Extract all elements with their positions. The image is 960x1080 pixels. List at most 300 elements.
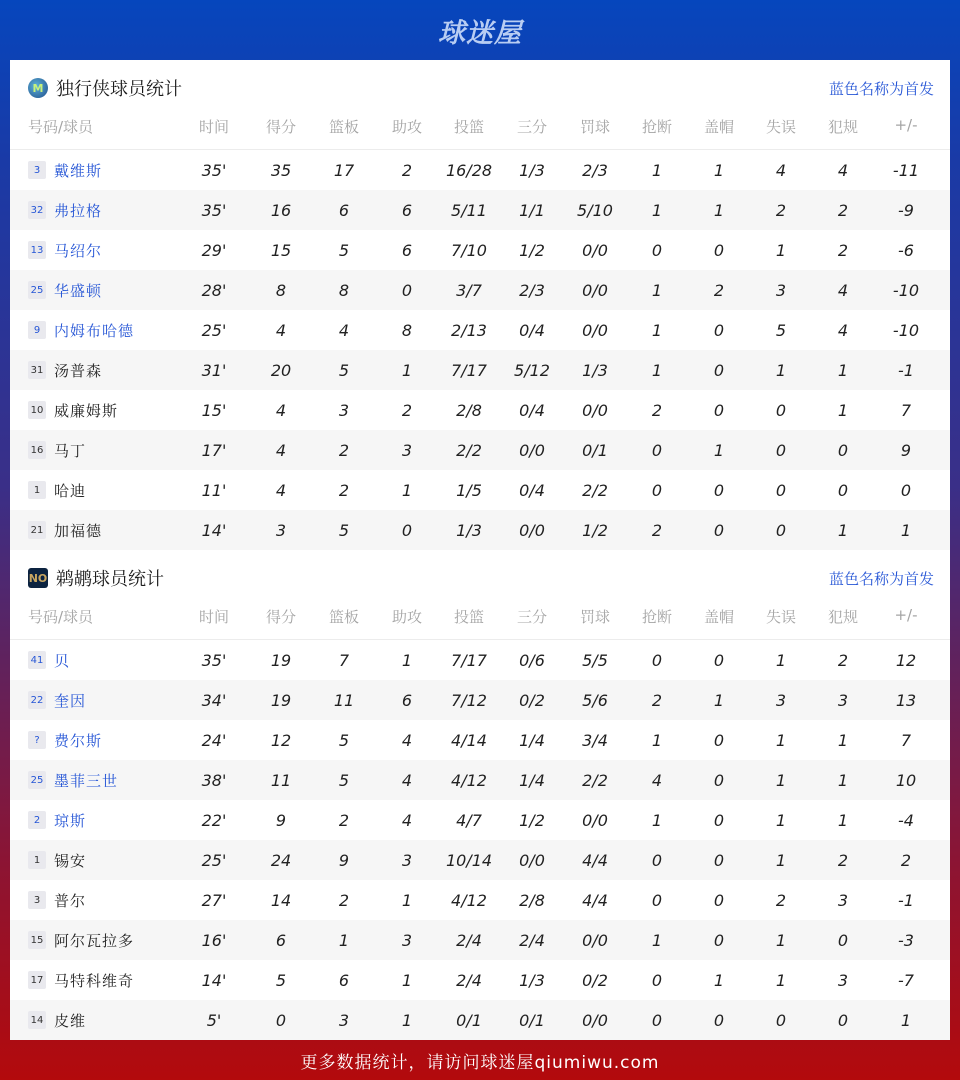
column-header-steals: 抢断 <box>641 118 672 136</box>
stat-blocks: 0 <box>713 770 725 790</box>
player-cell <box>10 400 178 421</box>
stat-turnovers: 0 <box>775 1010 787 1030</box>
player-row[interactable] <box>10 760 950 800</box>
stat-minutes: 25' <box>201 850 227 870</box>
stat-steals: 1 <box>651 280 663 300</box>
stat-blocks: 0 <box>713 320 725 340</box>
pelicans-logo-icon: NO <box>28 568 48 588</box>
stat-blocks: 0 <box>713 360 725 380</box>
stat-rebounds: 5 <box>338 240 350 260</box>
jersey-icon: 14 <box>28 1011 46 1029</box>
player-cell <box>10 1010 178 1031</box>
player-name[interactable]: 华盛顿 <box>54 281 103 300</box>
stat-assists: 2 <box>401 400 413 420</box>
stat-three-pt: 0/6 <box>519 650 545 670</box>
stat-points: 6 <box>275 930 287 950</box>
stat-three-pt: 2/3 <box>519 280 545 300</box>
stat-minutes: 17' <box>201 440 227 460</box>
stat-points: 14 <box>270 890 292 910</box>
player-name[interactable]: 内姆布哈德 <box>54 321 135 340</box>
player-name[interactable]: 威廉姆斯 <box>54 401 119 420</box>
stat-steals: 2 <box>651 520 663 540</box>
player-name[interactable]: 墨菲三世 <box>54 771 119 790</box>
stat-points: 4 <box>275 440 287 460</box>
stat-fouls: 1 <box>837 400 849 420</box>
player-row[interactable] <box>10 680 950 720</box>
stat-fouls: 4 <box>837 160 849 180</box>
stat-fg: 4/7 <box>456 810 482 830</box>
stat-plus-minus: 9 <box>900 440 912 460</box>
stat-blocks: 0 <box>713 240 725 260</box>
stat-plus-minus: -4 <box>898 810 914 830</box>
stat-blocks: 1 <box>713 970 725 990</box>
player-name[interactable]: 贝 <box>54 651 71 670</box>
stat-steals: 2 <box>651 690 663 710</box>
stat-assists: 3 <box>401 850 413 870</box>
stat-steals: 1 <box>651 730 663 750</box>
stat-blocks: 1 <box>713 690 725 710</box>
stat-rebounds: 5 <box>338 520 350 540</box>
team-section-header <box>10 550 950 606</box>
stat-ft: 3/4 <box>582 730 608 750</box>
stat-fg: 10/14 <box>445 850 493 870</box>
stat-steals: 0 <box>651 850 663 870</box>
stat-turnovers: 1 <box>775 810 787 830</box>
stat-points: 9 <box>275 810 287 830</box>
team-name: 鹈鹕球员统计 <box>56 569 164 590</box>
stat-fouls: 1 <box>837 520 849 540</box>
stat-fouls: 1 <box>837 810 849 830</box>
column-header-ft: 罚球 <box>579 608 610 626</box>
player-cell <box>10 970 178 991</box>
team-section <box>10 60 950 550</box>
player-row[interactable] <box>10 640 950 680</box>
player-name[interactable]: 马绍尔 <box>54 241 103 260</box>
player-cell <box>10 890 178 911</box>
stat-plus-minus: 7 <box>900 730 912 750</box>
stat-three-pt: 1/4 <box>519 770 545 790</box>
mavericks-logo-icon: M <box>28 78 48 98</box>
stat-assists: 6 <box>401 690 413 710</box>
player-row[interactable] <box>10 270 950 310</box>
stat-rebounds: 9 <box>338 850 350 870</box>
jersey-icon: 10 <box>28 401 46 419</box>
stat-steals: 1 <box>651 320 663 340</box>
stat-fg: 2/2 <box>456 440 482 460</box>
stat-turnovers: 1 <box>775 970 787 990</box>
column-header-player: 号码/球员 <box>28 118 94 136</box>
jersey-icon: 16 <box>28 441 46 459</box>
stat-minutes: 35' <box>201 650 227 670</box>
stat-steals: 0 <box>651 890 663 910</box>
stat-steals: 2 <box>651 400 663 420</box>
stat-points: 8 <box>275 280 287 300</box>
stat-plus-minus: 1 <box>900 520 912 540</box>
player-row[interactable] <box>10 720 950 760</box>
stat-points: 4 <box>275 400 287 420</box>
player-cell <box>10 360 178 381</box>
stat-fouls: 2 <box>837 650 849 670</box>
column-header-turnovers: 失误 <box>765 608 796 626</box>
player-name[interactable]: 普尔 <box>54 891 87 910</box>
player-name[interactable]: 阿尔瓦拉多 <box>54 931 135 950</box>
player-row[interactable] <box>10 150 950 190</box>
stat-rebounds: 11 <box>333 690 355 710</box>
stat-blocks: 1 <box>713 200 725 220</box>
stat-points: 4 <box>275 320 287 340</box>
stat-fg: 7/17 <box>451 650 487 670</box>
stat-turnovers: 2 <box>775 890 787 910</box>
jersey-icon: 3 <box>28 891 46 909</box>
jersey-icon: 32 <box>28 201 46 219</box>
stat-three-pt: 0/4 <box>519 320 545 340</box>
stat-fg: 5/11 <box>451 200 487 220</box>
jersey-icon: 17 <box>28 971 46 989</box>
stat-ft: 0/2 <box>582 970 608 990</box>
column-header-assists: 助攻 <box>391 118 422 136</box>
stat-plus-minus: -7 <box>898 970 914 990</box>
stat-plus-minus: 2 <box>900 850 912 870</box>
stat-fouls: 0 <box>837 440 849 460</box>
column-header-fouls: 犯规 <box>827 118 858 136</box>
site-header <box>0 0 960 60</box>
footer-banner[interactable] <box>0 1040 960 1080</box>
stat-turnovers: 1 <box>775 930 787 950</box>
stat-assists: 3 <box>401 930 413 950</box>
stat-ft: 2/3 <box>582 160 608 180</box>
stat-points: 20 <box>270 360 292 380</box>
stat-steals: 1 <box>651 930 663 950</box>
player-row[interactable] <box>10 230 950 270</box>
stat-minutes: 16' <box>201 930 227 950</box>
stat-points: 5 <box>275 970 287 990</box>
stat-assists: 3 <box>401 440 413 460</box>
stat-three-pt: 0/4 <box>519 400 545 420</box>
stat-points: 0 <box>275 1010 287 1030</box>
stat-fg: 3/7 <box>456 280 482 300</box>
stat-plus-minus: -10 <box>892 320 920 340</box>
stat-fouls: 3 <box>837 970 849 990</box>
player-row[interactable] <box>10 1000 950 1040</box>
column-header-rebounds: 篮板 <box>328 608 359 626</box>
jersey-icon: 41 <box>28 651 46 669</box>
stat-ft: 0/0 <box>582 1010 608 1030</box>
stat-turnovers: 3 <box>775 690 787 710</box>
stat-fg: 2/4 <box>456 970 482 990</box>
player-cell <box>10 930 178 951</box>
stat-assists: 6 <box>401 200 413 220</box>
stat-fouls: 3 <box>837 890 849 910</box>
stat-three-pt: 0/0 <box>519 440 545 460</box>
stat-plus-minus: -3 <box>898 930 914 950</box>
stat-steals: 0 <box>651 480 663 500</box>
jersey-icon: 1 <box>28 851 46 869</box>
stat-fouls: 1 <box>837 360 849 380</box>
stat-fg: 2/8 <box>456 400 482 420</box>
stat-plus-minus: -1 <box>898 360 914 380</box>
player-row[interactable] <box>10 920 950 960</box>
stat-points: 11 <box>270 770 292 790</box>
player-name[interactable]: 费尔斯 <box>54 731 103 750</box>
stat-blocks: 0 <box>713 930 725 950</box>
stat-blocks: 1 <box>713 160 725 180</box>
stat-minutes: 14' <box>201 970 227 990</box>
column-header-points: 得分 <box>265 118 296 136</box>
column-header-ft: 罚球 <box>579 118 610 136</box>
stat-rebounds: 8 <box>338 280 350 300</box>
stat-assists: 1 <box>401 650 413 670</box>
stat-fouls: 0 <box>837 480 849 500</box>
team-section <box>10 550 950 1040</box>
team-name: 独行侠球员统计 <box>56 79 182 100</box>
stat-blocks: 0 <box>713 1010 725 1030</box>
player-row[interactable] <box>10 470 950 510</box>
stat-plus-minus: 12 <box>895 650 917 670</box>
column-header-row <box>10 116 950 150</box>
stat-turnovers: 0 <box>775 520 787 540</box>
stat-turnovers: 5 <box>775 320 787 340</box>
jersey-icon: 22 <box>28 691 46 709</box>
jersey-icon: 21 <box>28 521 46 539</box>
stat-three-pt: 2/8 <box>519 890 545 910</box>
stat-three-pt: 0/4 <box>519 480 545 500</box>
stat-ft: 5/5 <box>582 650 608 670</box>
jersey-icon: 13 <box>28 241 46 259</box>
footer-link-text[interactable]: 更多数据统计，请访问球迷屋qiumiwu.com <box>300 1052 660 1073</box>
stat-three-pt: 0/0 <box>519 850 545 870</box>
player-row[interactable] <box>10 430 950 470</box>
stat-blocks: 0 <box>713 650 725 670</box>
stat-steals: 0 <box>651 970 663 990</box>
stat-assists: 1 <box>401 890 413 910</box>
stat-ft: 0/0 <box>582 280 608 300</box>
stat-fouls: 4 <box>837 280 849 300</box>
stat-points: 12 <box>270 730 292 750</box>
stat-minutes: 35' <box>201 200 227 220</box>
player-name[interactable]: 皮维 <box>54 1011 87 1030</box>
player-row[interactable] <box>10 350 950 390</box>
stat-assists: 1 <box>401 360 413 380</box>
stat-assists: 1 <box>401 1010 413 1030</box>
stat-turnovers: 0 <box>775 480 787 500</box>
stat-three-pt: 0/2 <box>519 690 545 710</box>
stat-turnovers: 2 <box>775 200 787 220</box>
player-cell <box>10 440 178 461</box>
stat-assists: 1 <box>401 480 413 500</box>
stat-three-pt: 1/3 <box>519 160 545 180</box>
starter-legend: 蓝色名称为首发 <box>828 569 934 588</box>
stat-turnovers: 1 <box>775 360 787 380</box>
stat-three-pt: 1/2 <box>519 240 545 260</box>
stat-points: 19 <box>270 690 292 710</box>
stat-blocks: 0 <box>713 520 725 540</box>
stat-ft: 0/0 <box>582 240 608 260</box>
jersey-icon: 9 <box>28 321 46 339</box>
player-name[interactable]: 琼斯 <box>54 811 87 830</box>
stat-assists: 0 <box>401 520 413 540</box>
stat-fg: 2/4 <box>456 930 482 950</box>
stat-assists: 2 <box>401 160 413 180</box>
stat-fg: 7/17 <box>451 360 487 380</box>
stat-blocks: 0 <box>713 850 725 870</box>
stat-plus-minus: -1 <box>898 890 914 910</box>
stat-turnovers: 4 <box>775 160 787 180</box>
stat-steals: 1 <box>651 160 663 180</box>
column-header-fouls: 犯规 <box>827 608 858 626</box>
stat-points: 16 <box>270 200 292 220</box>
stat-plus-minus: 13 <box>895 690 917 710</box>
stat-fouls: 4 <box>837 320 849 340</box>
stat-three-pt: 5/12 <box>514 360 550 380</box>
stat-steals: 0 <box>651 440 663 460</box>
stat-fouls: 2 <box>837 240 849 260</box>
player-cell <box>10 240 178 261</box>
player-cell <box>10 280 178 301</box>
stat-ft: 2/2 <box>582 480 608 500</box>
stat-rebounds: 5 <box>338 770 350 790</box>
stat-three-pt: 0/0 <box>519 520 545 540</box>
stat-points: 4 <box>275 480 287 500</box>
player-row[interactable] <box>10 840 950 880</box>
stat-minutes: 35' <box>201 160 227 180</box>
player-row[interactable] <box>10 800 950 840</box>
stat-points: 35 <box>270 160 292 180</box>
player-row[interactable] <box>10 390 950 430</box>
player-row[interactable] <box>10 190 950 230</box>
player-name[interactable]: 马丁 <box>54 441 87 460</box>
stat-fg: 2/13 <box>451 320 487 340</box>
stat-steals: 0 <box>651 240 663 260</box>
column-header-rebounds: 篮板 <box>328 118 359 136</box>
stat-assists: 6 <box>401 240 413 260</box>
player-name[interactable]: 奎因 <box>54 691 87 710</box>
stat-fouls: 0 <box>837 1010 849 1030</box>
stat-fouls: 2 <box>837 200 849 220</box>
player-cell <box>10 810 178 831</box>
jersey-icon: 3 <box>28 161 46 179</box>
player-name[interactable]: 哈迪 <box>54 481 87 500</box>
stat-rebounds: 2 <box>338 440 350 460</box>
stat-assists: 4 <box>401 730 413 750</box>
player-cell <box>10 160 178 181</box>
stat-steals: 1 <box>651 810 663 830</box>
stat-turnovers: 1 <box>775 650 787 670</box>
stat-assists: 1 <box>401 970 413 990</box>
team-title <box>28 565 164 591</box>
stat-rebounds: 1 <box>338 930 350 950</box>
jersey-icon: 25 <box>28 771 46 789</box>
stat-ft: 0/1 <box>582 440 608 460</box>
player-cell <box>10 850 178 871</box>
stat-plus-minus: -10 <box>892 280 920 300</box>
player-row[interactable] <box>10 510 950 550</box>
column-header-fg: 投篮 <box>453 118 484 136</box>
site-logo: 球迷屋 <box>438 17 522 49</box>
stat-rebounds: 3 <box>338 1010 350 1030</box>
stat-blocks: 0 <box>713 730 725 750</box>
player-cell <box>10 690 178 711</box>
stat-fg: 16/28 <box>445 160 493 180</box>
stat-rebounds: 2 <box>338 890 350 910</box>
column-header-plus-minus: +/- <box>894 116 918 134</box>
stat-rebounds: 2 <box>338 810 350 830</box>
stat-ft: 4/4 <box>582 890 608 910</box>
column-header-three-pt: 三分 <box>516 118 547 136</box>
player-name[interactable]: 弗拉格 <box>54 201 103 220</box>
stat-turnovers: 1 <box>775 850 787 870</box>
stat-rebounds: 2 <box>338 480 350 500</box>
stat-fg: 7/12 <box>451 690 487 710</box>
player-row[interactable] <box>10 310 950 350</box>
stat-rebounds: 5 <box>338 360 350 380</box>
stat-minutes: 5' <box>206 1010 222 1030</box>
stat-ft: 0/0 <box>582 930 608 950</box>
player-row[interactable] <box>10 880 950 920</box>
stat-ft: 0/0 <box>582 320 608 340</box>
stat-points: 15 <box>270 240 292 260</box>
stat-fouls: 2 <box>837 850 849 870</box>
stat-blocks: 0 <box>713 400 725 420</box>
player-name[interactable]: 戴维斯 <box>54 161 103 180</box>
stat-plus-minus: -11 <box>892 160 920 180</box>
player-cell <box>10 480 178 501</box>
stat-minutes: 31' <box>201 360 227 380</box>
stat-assists: 4 <box>401 810 413 830</box>
stat-blocks: 0 <box>713 890 725 910</box>
stat-turnovers: 0 <box>775 400 787 420</box>
stat-minutes: 25' <box>201 320 227 340</box>
player-name[interactable]: 马特科维奇 <box>54 971 135 990</box>
player-cell <box>10 200 178 221</box>
stat-fg: 1/5 <box>456 480 482 500</box>
stat-plus-minus: -9 <box>898 200 914 220</box>
player-name[interactable]: 汤普森 <box>54 361 103 380</box>
stat-rebounds: 17 <box>333 160 355 180</box>
stat-ft: 5/6 <box>582 690 608 710</box>
player-cell <box>10 770 178 791</box>
stat-three-pt: 1/4 <box>519 730 545 750</box>
stat-turnovers: 1 <box>775 240 787 260</box>
stat-steals: 4 <box>651 770 663 790</box>
player-name[interactable]: 锡安 <box>54 851 87 870</box>
stat-ft: 1/3 <box>582 360 608 380</box>
stat-minutes: 24' <box>201 730 227 750</box>
jersey-icon: 31 <box>28 361 46 379</box>
column-header-three-pt: 三分 <box>516 608 547 626</box>
stat-turnovers: 3 <box>775 280 787 300</box>
team-section-header <box>10 60 950 116</box>
stat-fouls: 1 <box>837 770 849 790</box>
stat-minutes: 28' <box>201 280 227 300</box>
player-name[interactable]: 加福德 <box>54 521 103 540</box>
stat-fg: 7/10 <box>451 240 487 260</box>
column-header-plus-minus: +/- <box>894 606 918 624</box>
stat-assists: 8 <box>401 320 413 340</box>
stat-rebounds: 4 <box>338 320 350 340</box>
stat-ft: 5/10 <box>577 200 613 220</box>
stat-fg: 4/12 <box>451 890 487 910</box>
stat-plus-minus: 1 <box>900 1010 912 1030</box>
column-header-assists: 助攻 <box>391 608 422 626</box>
player-row[interactable] <box>10 960 950 1000</box>
stat-minutes: 15' <box>201 400 227 420</box>
stat-fg: 4/12 <box>451 770 487 790</box>
stat-blocks: 2 <box>713 280 725 300</box>
stat-rebounds: 6 <box>338 200 350 220</box>
stat-rebounds: 6 <box>338 970 350 990</box>
stat-steals: 0 <box>651 650 663 670</box>
column-header-turnovers: 失误 <box>765 118 796 136</box>
